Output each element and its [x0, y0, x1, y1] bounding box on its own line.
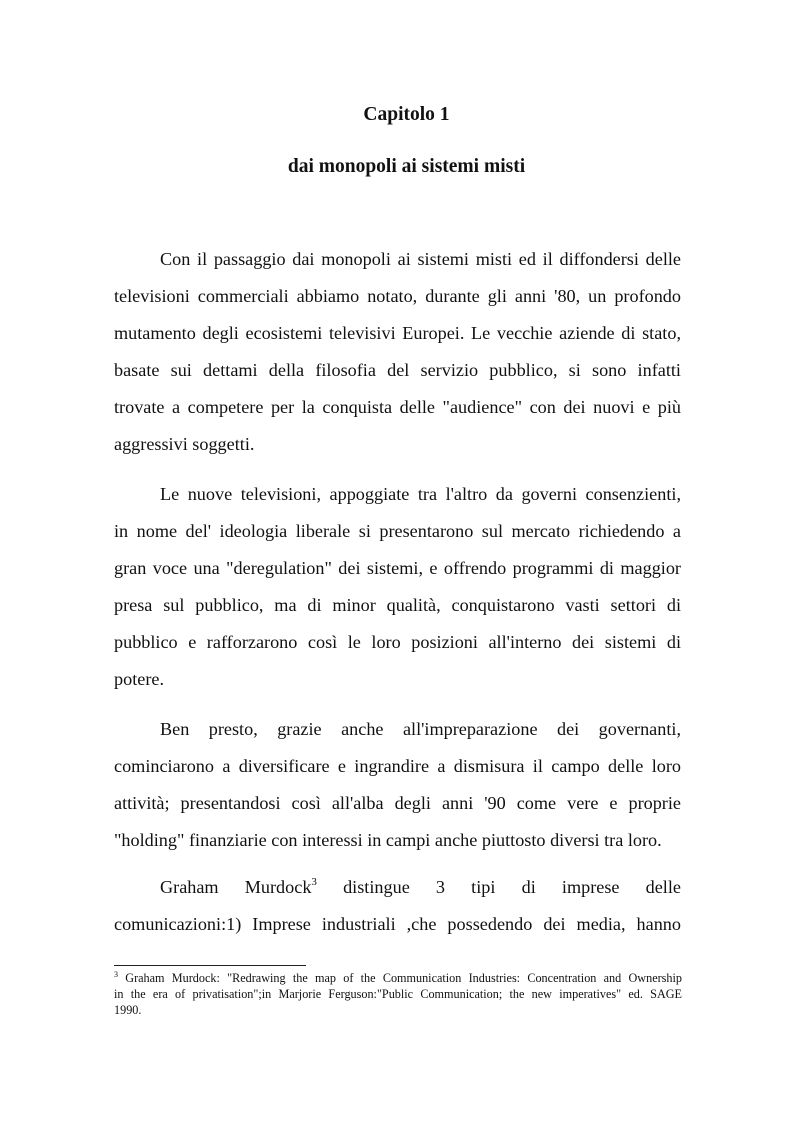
chapter-number: Capitolo 1	[363, 104, 450, 125]
paragraph-3-line-4: "holding" finanziarie con interessi in campi anche piuttosto diversi tra loro.	[114, 830, 662, 850]
footnote-line-2: in the era of privatisation";in Marjorie Ferguson:"Public Communication; the new imperatives" ed. SAGE	[114, 987, 682, 1001]
paragraph-3-line-1: Ben presto, grazie anche all'impreparazione dei governanti,	[160, 719, 681, 739]
chapter-title: dai monopoli ai sistemi misti	[287, 156, 526, 177]
footnote-marker: 3	[114, 970, 118, 979]
word: imprese	[561, 877, 620, 897]
word: distingue	[343, 877, 410, 897]
paragraph-1-line-6: aggressivi soggetti.	[114, 434, 255, 454]
paragraph-1-line-5: trovate a competere per la conquista delle "audience" con dei nuovi e più	[114, 397, 681, 417]
footnote-reference[interactable]: 3	[311, 876, 317, 888]
paragraph-2-line-1: Le nuove televisioni, appoggiate tra l'altro da governi consenzienti,	[160, 484, 681, 504]
paragraph-1-line-4: basate sui dettami della filosofia del servizio pubblico, si sono infatti	[114, 360, 681, 380]
paragraph-1-line-2: televisioni commerciali abbiamo notato, durante gli anni '80, un profondo	[114, 286, 681, 306]
paragraph-1-line-1: Con il passaggio dai monopoli ai sistemi misti ed il diffondersi delle	[160, 249, 681, 269]
word: tipi	[471, 877, 496, 897]
paragraph-2-line-2: in nome del' ideologia liberale si presentarono sul mercato richiedendo a	[114, 521, 681, 541]
word: 3	[435, 877, 446, 897]
word: Graham	[160, 877, 219, 897]
paragraph-2-line-3: gran voce una "deregulation" dei sistemi, e offrendo programmi di maggior	[114, 558, 681, 578]
paragraph-4-line-1	[114, 872, 681, 902]
word: Murdock	[244, 877, 312, 897]
word: di	[521, 877, 536, 897]
footnote-line-3: 1990.	[114, 1003, 142, 1017]
word: delle	[645, 877, 681, 897]
footnote-divider	[114, 965, 306, 966]
paragraph-4-line-2: comunicazioni:1) Imprese industriali ,che possedendo dei media, hanno	[114, 914, 681, 934]
paragraph-3-line-2: cominciarono a diversificare e ingrandire a dismisura il campo delle loro	[114, 756, 681, 776]
paragraph-2-line-6: potere.	[114, 669, 164, 689]
footnote-text: Graham Murdock: "Redrawing the map of the Communication Industries: Concentration and Ownership	[118, 971, 682, 985]
paragraph-1-line-3: mutamento degli ecosistemi televisivi Europei. Le vecchie aziende di stato,	[114, 323, 681, 343]
paragraph-2-line-5: pubblico e rafforzarono così le loro posizioni all'interno dei sistemi di	[114, 632, 681, 652]
paragraph-2-line-4: presa sul pubblico, ma di minor qualità, conquistarono vasti settori di	[114, 595, 681, 615]
word-with-footnote	[245, 872, 317, 902]
footnote-line-1	[114, 970, 682, 986]
paragraph-3-line-3: attività; presentandosi così all'alba degli anni '90 come vere e proprie	[114, 793, 681, 813]
